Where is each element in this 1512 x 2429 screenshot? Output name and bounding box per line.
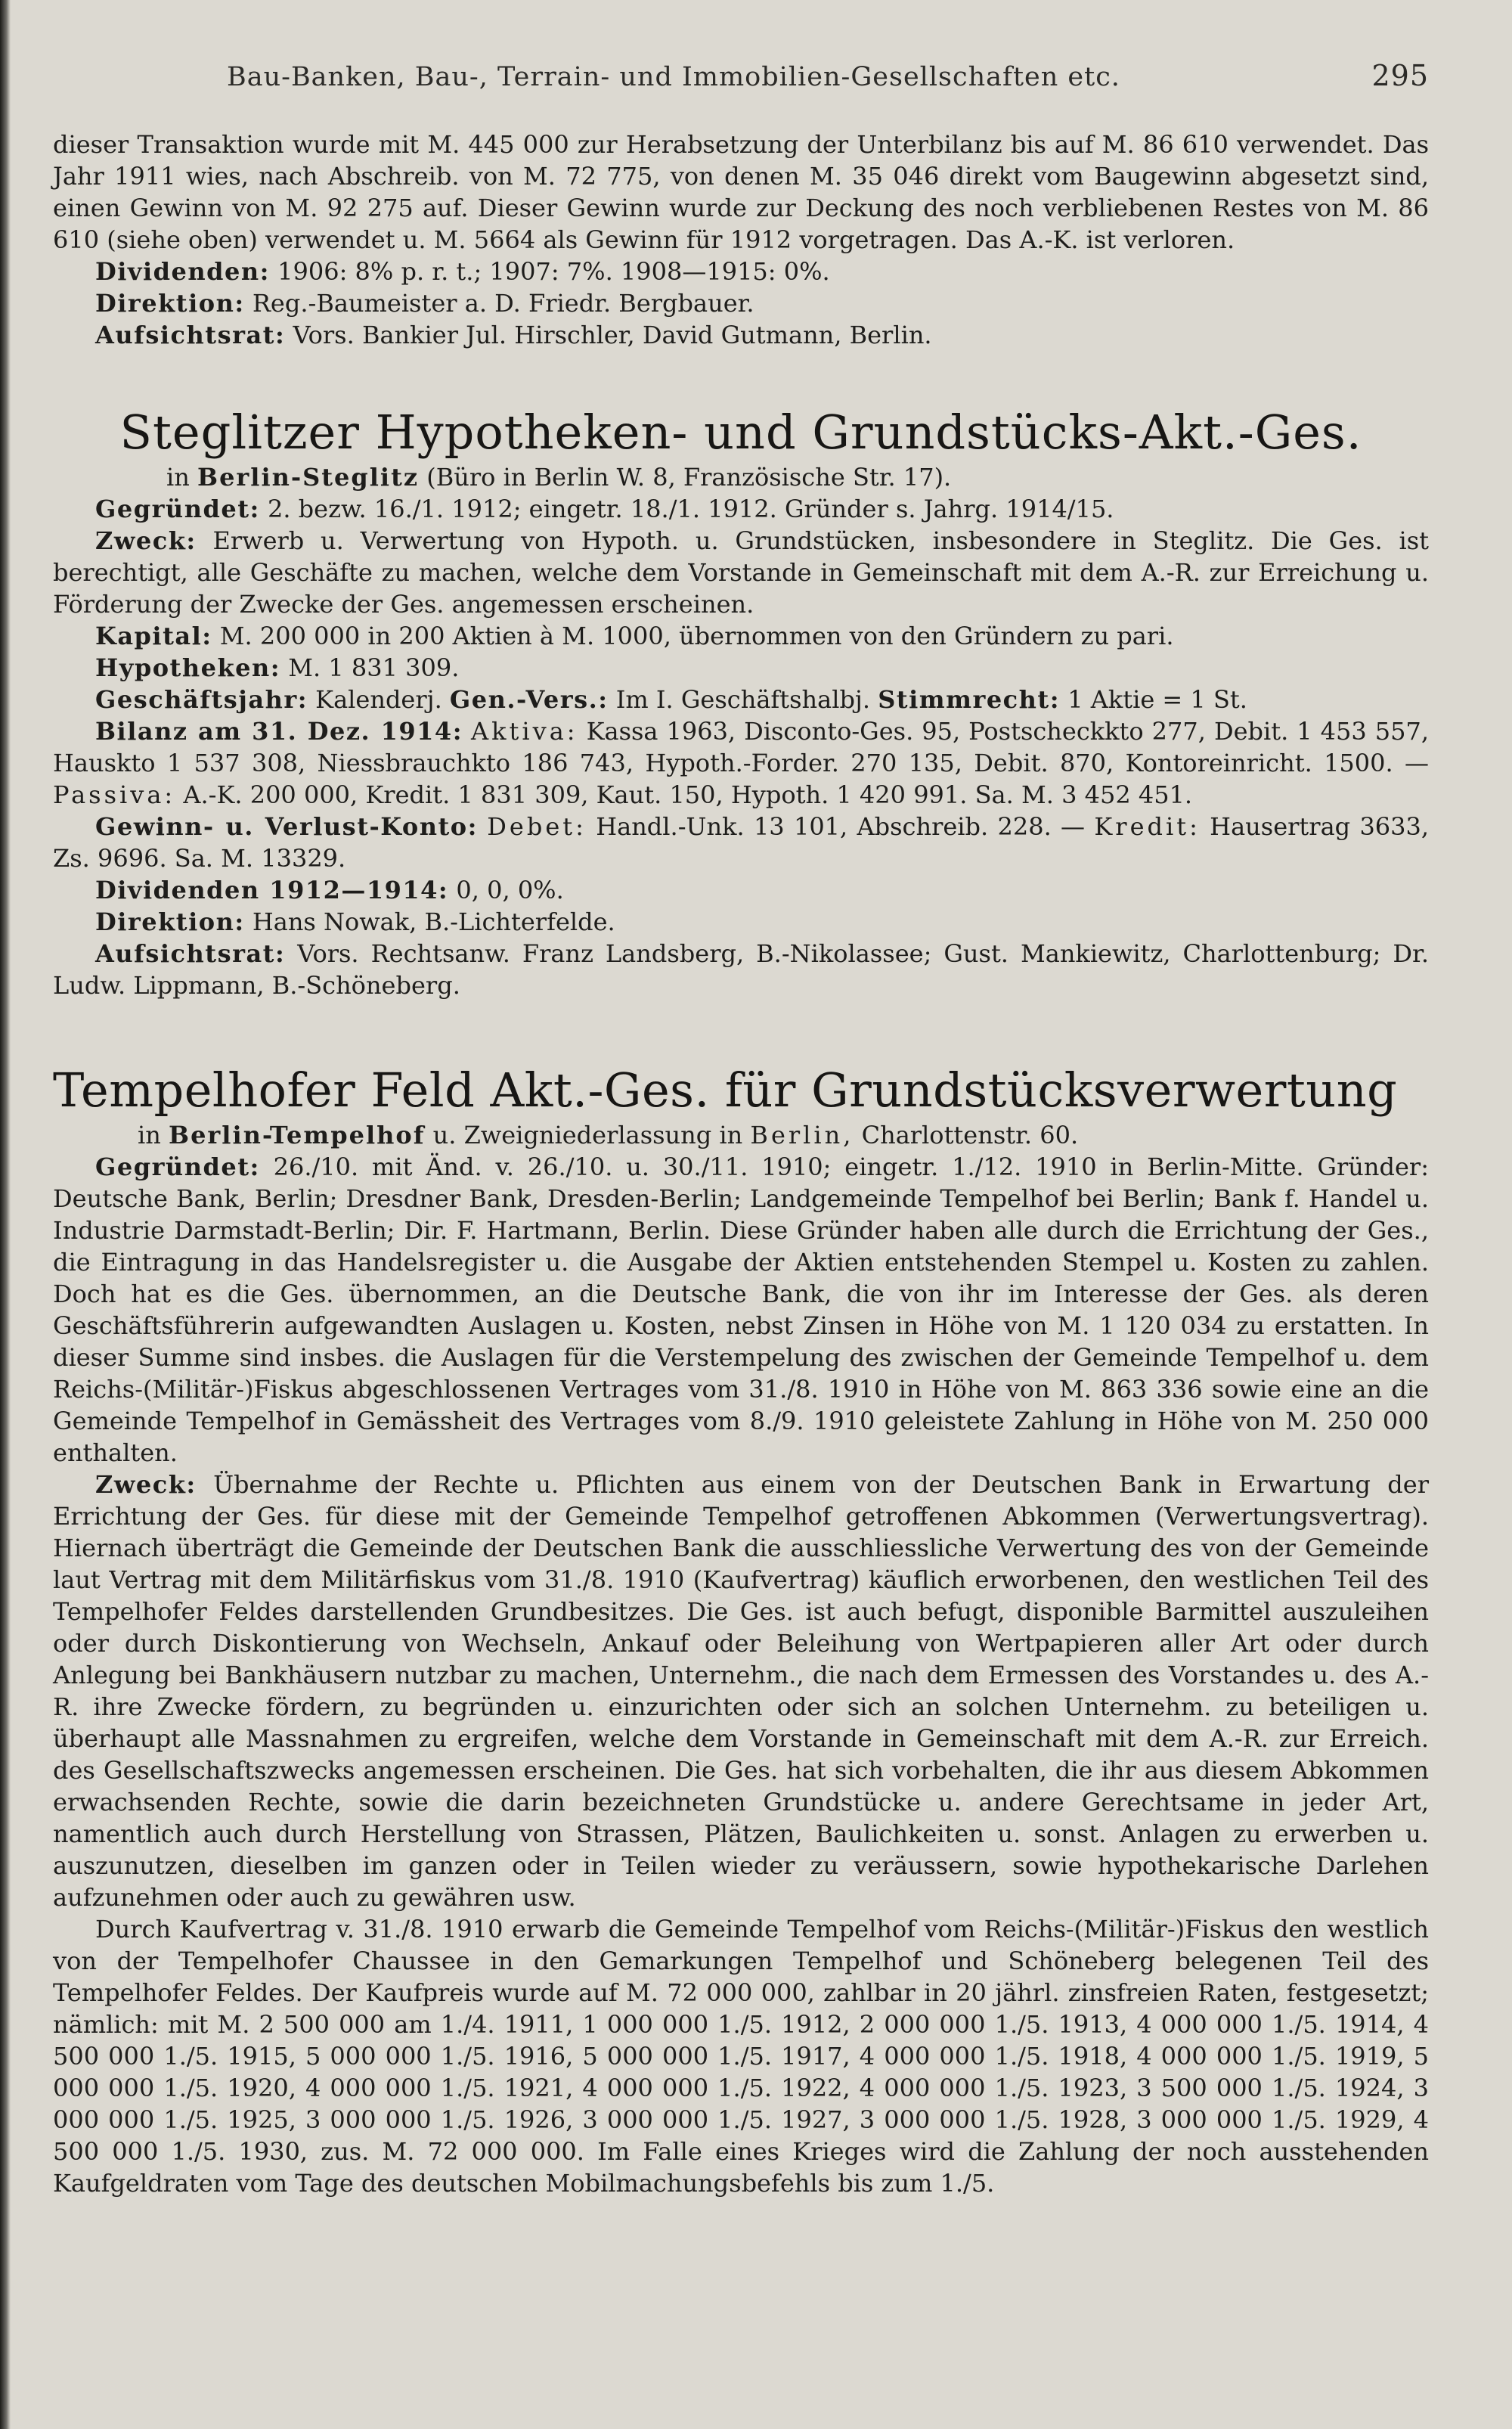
location-city: Berlin-Steglitz <box>197 463 420 492</box>
location-prefix: in <box>138 1121 161 1149</box>
zweck-label: Zweck: <box>95 1470 197 1499</box>
gen-vers-text: Im I. Geschäftshalbj. <box>615 685 871 714</box>
previous-aufsichtsrat <box>53 319 1429 351</box>
location-branch: u. Zweigniederlassung in <box>432 1121 743 1149</box>
geschaeftsjahr-label: Geschäftsjahr: <box>95 685 308 714</box>
bilanz-label: Bilanz am 31. Dez. 1914: <box>95 717 463 746</box>
steglitz-geschaeftsjahr <box>53 684 1429 715</box>
tempelhof-location <box>138 1119 1429 1151</box>
steglitz-location <box>166 461 1429 493</box>
location-office: (Büro in Berlin W. 8, Französische Str. 17). <box>426 463 952 492</box>
steglitz-gewinn-verlust <box>53 811 1429 874</box>
stimmrecht-text: 1 Aktie = 1 St. <box>1067 685 1247 714</box>
steglitz-hypotheken <box>53 652 1429 684</box>
debet-text: Handl.-Unk. 13 101, Abschreib. 228. — <box>596 812 1086 841</box>
zweck-text: Übernahme der Rechte u. Pflichten aus einem von der Deutschen Bank in Erwartung der Errichtung der Ges. für diese mit der Gemeinde Tempelhof getroffenen Abkommen (Verwertungsvertrag). Hiernach überträgt die Gemeinde der Deutschen Bank die ausschliessliche Verwertung des von der Gemeinde laut Vertrag mit dem Militärfiskus vom 31./8. 1910 (Kaufvertrag) käuflich erworbenen, den westlichen Teil des Tempelhofer Feldes darstellenden Grundbesitzes. Die Ges. ist auch befugt, disponible Barmittel auszuleihen oder durch Diskontierung von Wechseln, Ankauf oder Beleihung von Wertpapieren aller Art oder durch Anlegung bei Bankhäusern nutzbar zu machen, Unternehm., die nach dem Ermessen des Vorstandes u. des A.-R. ihre Zwecke fördern, zu begründen u. einzurichten oder sich an solchen Unternehm. zu beteiligen u. überhaupt alle Massnahmen zu ergreifen, welche dem Vorstande in Gemeinschaft mit dem A.-R. zur Erreich. des Gesellschaftszwecks angemessen erscheinen. Die Ges. hat sich vorbehalten, die ihr aus diesem Abkommen erwachsenden Rechte, sowie die darin bezeichneten Grundstücke u. andere Gerechtsame in jeder Art, namentlich auch durch Herstellung von Strassen, Plätzen, Baulichkeiten u. sonst. Anlagen zu erwerben u. auszunutzen, dieselben im ganzen oder in Teilen wieder zu veräussern, sowie hypothekarische Darlehen aufzunehmen oder auch zu gewähren usw. <box>53 1470 1430 1912</box>
gegruendet-label: Gegründet: <box>95 495 260 523</box>
previous-direktion <box>53 287 1429 319</box>
hypotheken-text: M. 1 831 309. <box>288 653 460 682</box>
passiva-word: Passiva: <box>53 780 176 809</box>
kapital-text: M. 200 000 in 200 Aktien à M. 1000, übernommen von den Gründern zu pari. <box>219 622 1174 650</box>
steglitz-kapital <box>53 620 1429 652</box>
running-title: Bau-Banken, Bau-, Terrain- und Immobilien-Gesellschaften etc. <box>227 62 1120 92</box>
zweck-label: Zweck: <box>95 526 197 555</box>
gegruendet-label: Gegründet: <box>95 1152 260 1181</box>
steglitz-bilanz <box>53 715 1429 811</box>
tempelhof-company-title: Tempelhofer Feld Akt.-Ges. für Grundstücksverwertung <box>53 1062 1398 1118</box>
tempelhof-zweck <box>53 1469 1429 1913</box>
dividenden-text: 0, 0, 0%. <box>456 876 564 904</box>
dividends-label: Dividenden: <box>95 257 270 286</box>
direktion-text: Hans Nowak, B.-Lichterfelde. <box>252 907 615 936</box>
stimmrecht-label: Stimmrecht: <box>878 685 1061 714</box>
geschaeftsjahr-text: Kalenderj. <box>315 685 442 714</box>
previous-dividends <box>53 256 1429 287</box>
aufsichtsrat-text: Vors. Rechtsanw. Franz Landsberg, B.-Nikolassee; Gust. Mankiewitz, Charlottenburg; Dr. Ludw. Lippmann, B.-Schöneberg. <box>53 939 1430 1000</box>
gen-vers-label: Gen.-Vers.: <box>449 685 609 714</box>
gegruendet-text: 2. bezw. 16./1. 1912; eingetr. 18./1. 1912. Gründer s. Jahrg. 1914/15. <box>267 495 1114 523</box>
gegruendet-text: 26./10. mit Änd. v. 26./10. u. 30./11. 1910; eingetr. 1./12. 1910 in Berlin-Mitte. Gründer: Deutsche Bank, Berlin; Dresdner Bank, Dresden-Berlin; Landgemeinde Tempelhof bei Berlin; Bank f. Handel u. Industrie Darmstadt-Berlin; Dir. F. Hartmann, Berlin. Diese Gründer haben alle durch die Errichtung der Ges., die Eintragung in das Handelsregister u. die Ausgabe der Aktien entstehenden Stempel u. Kosten zu zahlen. Doch hat es die Ges. übernommen, an die Deutsche Bank, die von ihr im Interesse der Ges. als deren Geschäftsführerin aufgewandten Auslagen u. Kosten, nebst Zinsen in Höhe von M. 1 120 034 zu erstatten. In dieser Summe sind insbes. die Auslagen für die Verstempelung des zwischen der Gemeinde Tempelhof u. dem Reichs-(Militär-)Fiskus abgeschlossenen Vertrages vom 31./8. 1910 in Höhe von M. 863 336 sowie eine an die Gemeinde Tempelhof in Gemässheit des Vertrages vom 8./9. 1910 geleistete Zahlung in Höhe von M. 250 000 enthalten. <box>53 1152 1430 1467</box>
previous-entry-text: dieser Transaktion wurde mit M. 445 000 zur Herabsetzung der Unterbilanz bis auf M. 86 610 verwendet. Das Jahr 1911 wies, nach Abschreib. von M. 72 775, von denen M. 35 046 direkt vom Baugewinn abgesetzt sind, einen Gewinn von M. 92 275 auf. Dieser Gewinn wurde zur Deckung des noch verbliebenen Restes von M. 86 610 (siehe oben) verwendet u. M. 5664 als Gewinn für 1912 vorgetragen. Das A.-K. ist verloren. <box>53 130 1429 254</box>
kredit-word: Kredit: <box>1094 812 1201 841</box>
binding-edge <box>0 0 11 2429</box>
dividends-text: 1906: 8% p. r. t.; 1907: 7%. 1908—1915: 0%. <box>277 257 830 286</box>
aufsichtsrat-label: Aufsichtsrat: <box>95 939 286 968</box>
location-city: Berlin-Tempelhof <box>169 1121 426 1149</box>
gewinn-verlust-label: Gewinn- u. Verlust-Konto: <box>95 812 478 841</box>
aktiva-text: Kassa 1963, Disconto-Ges. 95, Postscheckkto 277, Debit. 1 453 557, Hauskto 1 537 308, Niessbrauchkto 186 743, Hypoth.-Forder. 270 135, Debit. 870, Kontoreinricht. 1500. — <box>53 717 1430 777</box>
running-header <box>53 59 1429 92</box>
kapital-label: Kapital: <box>95 622 212 650</box>
passiva-text: A.-K. 200 000, Kredit. 1 831 309, Kaut. 150, Hypoth. 1 420 991. Sa. M. 3 452 451. <box>183 780 1193 809</box>
steglitz-company-title: Steglitzer Hypotheken- und Grundstücks-Akt.-Ges. <box>119 405 1362 460</box>
tempelhof-gegruendet <box>53 1151 1429 1469</box>
debet-word: Debet: <box>487 812 587 841</box>
steglitz-direktion <box>53 906 1429 938</box>
aufsichtsrat-text: Vors. Bankier Jul. Hirschler, David Gutmann, Berlin. <box>293 321 932 349</box>
tempelhof-kaufvertrag: Durch Kaufvertrag v. 31./8. 1910 erwarb die Gemeinde Tempelhof vom Reichs-(Militär-)Fiskus den westlich von der Tempelhofer Chaussee in den Gemarkungen Tempelhof und Schöneberg belegenen Teil des Tempelhofer Feldes. Der Kaufpreis wurde auf M. 72 000 000, zahlbar in 20 jährl. zinsfreien Raten, festgesetzt; nämlich: mit M. 2 500 000 am 1./4. 1911, 1 000 000 1./5. 1912, 2 000 000 1./5. 1913, 4 000 000 1./5. 1914, 4 500 000 1./5. 1915, 5 000 000 1./5. 1916, 5 000 000 1./5. 1917, 4 000 000 1./5. 1918, 4 000 000 1./5. 1919, 5 000 000 1./5. 1920, 4 000 000 1./5. 1921, 4 000 000 1./5. 1922, 4 000 000 1./5. 1923, 3 500 000 1./5. 1924, 3 000 000 1./5. 1925, 3 000 000 1./5. 1926, 3 000 000 1./5. 1927, 3 000 000 1./5. 1928, 3 000 000 1./5. 1929, 4 500 000 1./5. 1930, zus. M. 72 000 000. Im Falle eines Krieges wird die Zahlung der noch ausstehenden Kaufgeldraten vom Tage des deutschen Mobilmachungsbefehls bis zum 1./5. <box>53 1915 1429 2198</box>
location-address: Charlottenstr. 60. <box>861 1121 1079 1149</box>
direktion-label: Direktion: <box>95 289 245 318</box>
zweck-text: Erwerb u. Verwertung von Hypoth. u. Grundstücken, insbesondere in Steglitz. Die Ges. ist berechtigt, alle Geschäfte zu machen, welche dem Vorstande in Gemeinschaft mit dem A.-R. zur Erreichung u. Förderung der Zwecke der Ges. angemessen erscheinen. <box>53 526 1430 619</box>
aufsichtsrat-label: Aufsichtsrat: <box>95 321 286 349</box>
steglitz-dividenden <box>53 874 1429 906</box>
steglitz-aufsichtsrat <box>53 938 1429 1001</box>
hypotheken-label: Hypotheken: <box>95 653 281 682</box>
location-prefix: in <box>166 463 190 492</box>
dividenden-label: Dividenden 1912—1914: <box>95 876 449 904</box>
steglitz-zweck <box>53 525 1429 620</box>
direktion-text: Reg.-Baumeister a. D. Friedr. Bergbauer. <box>252 289 754 318</box>
direktion-label: Direktion: <box>95 907 245 936</box>
kredit-text: Hausertrag 3633, Zs. 9696. Sa. M. 13329. <box>53 812 1430 873</box>
location-branch-city: Berlin, <box>750 1121 854 1149</box>
page-number: 295 <box>1371 59 1429 92</box>
steglitz-gegruendet <box>53 493 1429 525</box>
aktiva-word: Aktiva: <box>471 717 578 746</box>
